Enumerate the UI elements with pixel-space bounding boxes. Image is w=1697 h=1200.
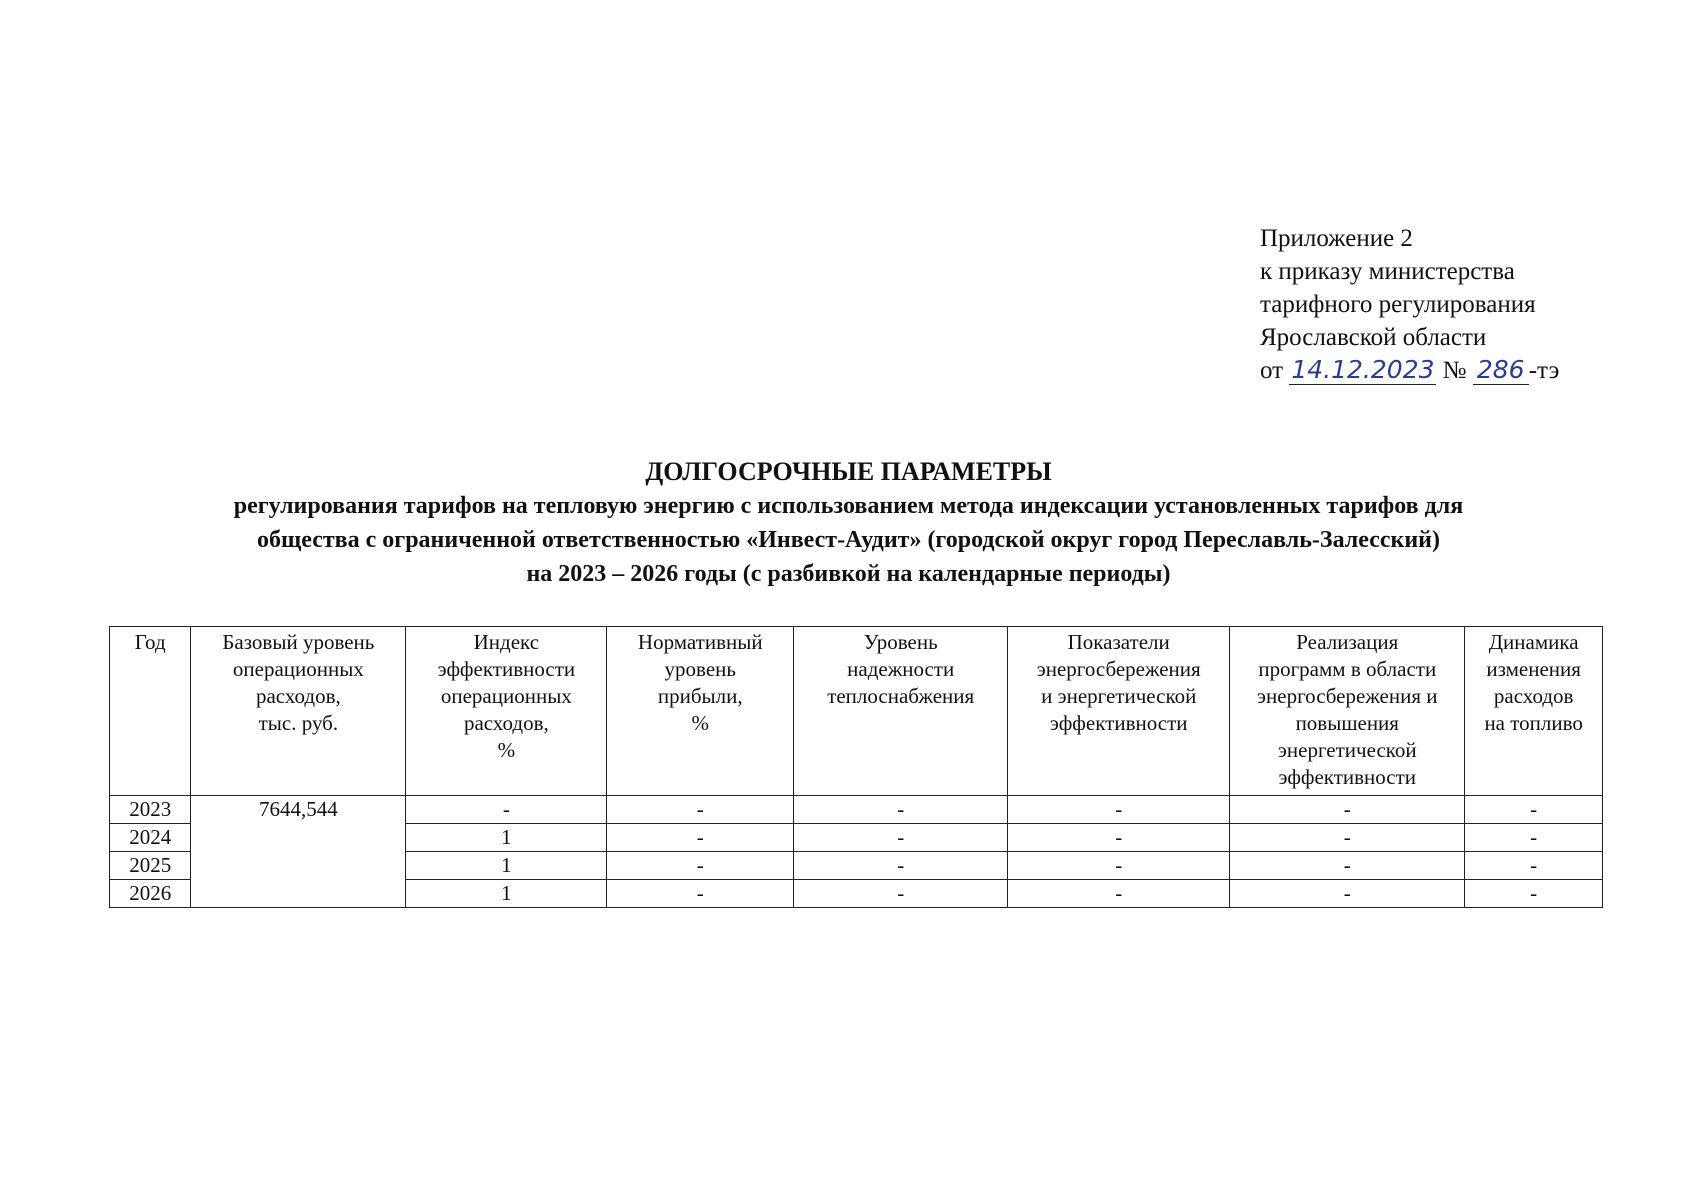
number-suffix: -тэ xyxy=(1528,357,1560,384)
cell-fuel: - xyxy=(1465,880,1603,908)
cell-fuel: - xyxy=(1465,824,1603,852)
cell-indicators: - xyxy=(1008,824,1230,852)
cell-reliability: - xyxy=(794,824,1008,852)
document-title-block xyxy=(0,455,1697,591)
header-base-level: Базовый уровень операционных расходов, тыс. руб. xyxy=(191,627,406,796)
cell-programs: - xyxy=(1230,852,1465,880)
cell-profit: - xyxy=(607,796,794,824)
document-heading: ДОЛГОСРОЧНЫЕ ПАРАМЕТРЫ xyxy=(645,457,1052,486)
table-row xyxy=(110,796,1603,824)
handwritten-date: 14.12.2023 xyxy=(1291,355,1435,384)
cell-profit: - xyxy=(607,824,794,852)
header-energy-programs: Реализация программ в области энергосбережения и повышения энергетической эффективности xyxy=(1230,627,1465,796)
table-header-row xyxy=(110,627,1603,796)
cell-reliability: - xyxy=(794,796,1008,824)
cell-base-level: 7644,544 xyxy=(191,796,406,908)
appendix-block xyxy=(1260,222,1559,387)
cell-year: 2024 xyxy=(110,824,191,852)
cell-fuel: - xyxy=(1465,796,1603,824)
cell-index: - xyxy=(406,796,607,824)
cell-year: 2026 xyxy=(110,880,191,908)
parameters-table xyxy=(109,626,1603,908)
cell-reliability: - xyxy=(794,880,1008,908)
cell-indicators: - xyxy=(1008,880,1230,908)
appendix-line-ministry: тарифного регулирования xyxy=(1260,291,1536,318)
appendix-line-order: к приказу министерства xyxy=(1260,258,1515,285)
header-year: Год xyxy=(110,627,191,796)
document-subtitle-line-1: регулирования тарифов на тепловую энергию с использованием метода индексации установленных тарифов для xyxy=(233,493,1464,519)
cell-profit: - xyxy=(607,880,794,908)
cell-index: 1 xyxy=(406,852,607,880)
appendix-from-label: от xyxy=(1260,357,1284,384)
cell-index: 1 xyxy=(406,824,607,852)
cell-programs: - xyxy=(1230,824,1465,852)
header-efficiency-index: Индекс эффективности операционных расходов, % xyxy=(406,627,607,796)
appendix-title: Приложение 2 xyxy=(1260,225,1413,252)
cell-year: 2025 xyxy=(110,852,191,880)
cell-profit: - xyxy=(607,852,794,880)
cell-year: 2023 xyxy=(110,796,191,824)
cell-programs: - xyxy=(1230,796,1465,824)
document-subtitle-line-2: общества с ограниченной ответственностью «Инвест-Аудит» (городской округ город Переславль-Залесский) xyxy=(257,527,1440,553)
cell-fuel: - xyxy=(1465,852,1603,880)
header-reliability: Уровень надежности теплоснабжения xyxy=(794,627,1008,796)
cell-indicators: - xyxy=(1008,796,1230,824)
handwritten-number: 286 xyxy=(1473,356,1529,385)
header-energy-indicators: Показатели энергосбережения и энергетической эффективности xyxy=(1008,627,1230,796)
cell-reliability: - xyxy=(794,852,1008,880)
header-normative-profit: Нормативный уровень прибыли, % xyxy=(607,627,794,796)
header-fuel-dynamics: Динамика изменения расходов на топливо xyxy=(1465,627,1603,796)
cell-indicators: - xyxy=(1008,852,1230,880)
cell-programs: - xyxy=(1230,880,1465,908)
cell-index: 1 xyxy=(406,880,607,908)
number-sign: № xyxy=(1442,357,1467,384)
document-subtitle-line-3: на 2023 – 2026 годы (с разбивкой на календарные периоды) xyxy=(526,561,1171,587)
appendix-date-line xyxy=(1260,354,1559,387)
appendix-line-region: Ярославской области xyxy=(1260,324,1487,351)
